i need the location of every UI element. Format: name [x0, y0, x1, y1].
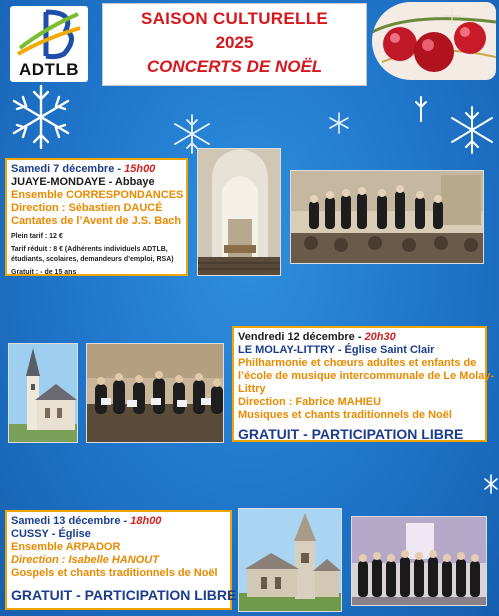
- title-line-2: 2025: [215, 33, 254, 52]
- event-card-1: [5, 158, 188, 276]
- event-date: Samedi 7 décembre - 15h00: [11, 163, 156, 175]
- snowflake-icon: [408, 96, 434, 122]
- event-place: JUAYE-MONDAYE - Abbaye: [11, 176, 155, 188]
- snowflake-icon: [6, 82, 76, 152]
- event-ensemble: Ensemble ARPADOR: [11, 541, 121, 553]
- snowflake-icon: [328, 112, 350, 134]
- title-line-1: SAISON CULTURELLE: [140, 9, 329, 28]
- free-entry-label: GRATUIT - PARTICIPATION LIBRE: [238, 426, 464, 442]
- event-place: CUSSY - Église: [11, 528, 91, 540]
- cussy-church-photo: [238, 508, 342, 612]
- event-time: 15h00: [124, 163, 156, 175]
- event-card-2: [232, 326, 495, 442]
- free-entry-label: GRATUIT - PARTICIPATION LIBRE: [11, 587, 237, 603]
- price-reduced-detail: étudiants, scolaires, demandeurs d’emploi, RSA): [11, 256, 174, 263]
- event-program: Cantates de l’Avent de J.S. Bach: [11, 215, 182, 227]
- event-direction: Direction : Fabrice MAHIEU: [238, 396, 382, 408]
- christmas-ornaments-image: [372, 2, 496, 80]
- snowflake-icon: [484, 474, 498, 494]
- event-ensemble-line-3: Littry: [238, 383, 266, 395]
- event-direction: Direction : Sébastien DAUCÉ: [11, 202, 163, 214]
- ensemble-concert-photo: [290, 170, 484, 264]
- event-date: Samedi 13 décembre - 18h00: [11, 515, 162, 527]
- title-line-3: CONCERTS DE NOËL: [146, 57, 323, 76]
- event-place: LE MOLAY-LITTRY - Église Saint Clair: [238, 344, 435, 356]
- event-program: Gospels et chants traditionnels de Noël: [11, 567, 218, 579]
- snowflake-icon: [446, 104, 498, 156]
- event-date: Vendredi 12 décembre - 20h30: [238, 331, 396, 343]
- church-molay-littry-photo: [8, 343, 78, 443]
- philharmonie-orchestra-photo: [86, 343, 224, 443]
- abbey-interior-photo: [197, 148, 281, 276]
- event-card-3: [5, 510, 237, 610]
- event-ensemble: Philharmonie et chœurs adultes et enfants de: [238, 357, 477, 369]
- event-program: Musiques et chants traditionnels de Noël: [238, 409, 452, 421]
- event-direction: Direction : Isabelle HANOUT: [11, 554, 159, 566]
- adtlb-logo: [10, 6, 88, 82]
- logo-text: ADTLB: [18, 60, 80, 79]
- page-title: [102, 3, 367, 86]
- event-ensemble-line-2: l’école de musique intercommunale de Le Molay-: [238, 370, 495, 382]
- price-full: Plein tarif : 12 €: [11, 233, 63, 240]
- event-time: 20h30: [364, 331, 396, 343]
- price-free: Gratuit : - de 15 ans: [11, 269, 77, 276]
- event-ensemble: Ensemble CORRESPONDANCES: [11, 189, 184, 201]
- event-time: 18h00: [130, 515, 162, 527]
- arpador-choir-photo: [351, 516, 487, 606]
- price-reduced: Tarif réduit : 8 € (Adhérents individuels ADTLB,: [11, 246, 168, 253]
